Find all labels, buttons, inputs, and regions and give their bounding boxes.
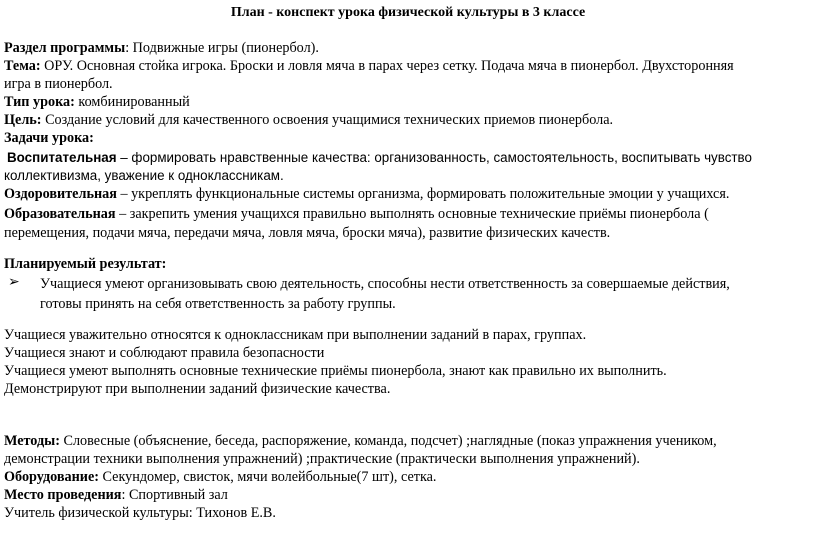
learning-line-1 [4,205,709,223]
section-line [4,39,319,57]
goal-line [4,111,613,129]
goal-label: Цель: [4,112,42,128]
lesson-type-line [4,93,190,111]
venue-line [4,486,228,504]
tasks-heading: Задачи урока: [4,130,94,146]
methods-label: Методы: [4,433,60,449]
educational-line-1 [7,149,752,167]
educational-text-1: – формировать нравственные качества: организованность, самостоятельность, воспитывать чувство [116,150,752,165]
health-label: Оздоровительная [4,186,117,202]
equipment-line [4,468,436,486]
results-bullet-line-2: готовы принять на себя ответственность за работу группы. [40,296,396,312]
results-heading: Планируемый результат: [4,256,167,272]
learning-label: Образовательная [4,206,116,222]
equipment-value: Секундомер, свисток, мячи волейбольные(7 шт), сетка. [98,469,437,485]
document-title: План - конспект урока физической культуры в 3 классе [230,5,586,20]
educational-label: Воспитательная [7,150,117,165]
section-value: : Подвижные игры (пионербол). [125,40,319,56]
topic-line-2: игра в пионербол. [4,76,113,92]
teacher-line: Учитель физической культуры: Тихонов Е.В. [4,505,276,521]
learning-line-2: перемещения, подачи мяча, передачи мяча, ловля мяча, броски мяча), развитие физических качеств. [4,225,611,241]
learning-text-1: – закрепить умения учащихся правильно выполнять основные технические приёмы пионербола ( [115,206,709,222]
health-value: – укреплять функциональные системы организма, формировать положительные эмоции у учащихся. [116,186,730,202]
venue-label: Место проведения [4,487,122,503]
result-item: Учащиеся знают и соблюдают правила безопасности [4,345,325,361]
result-item: Демонстрируют при выполнении заданий физические качества. [4,381,391,397]
section-label: Раздел программы [4,40,126,56]
venue-value: : Спортивный зал [121,487,228,503]
topic-label: Тема: [4,58,41,74]
bullet-arrow-icon: ➢ [8,275,20,290]
methods-line-2: демонстрации техники выполнения упражнений) ;практические (практически выполнения упражнений). [4,451,640,467]
results-bullet-line-1: Учащиеся умеют организовывать свою деятельность, способны нести ответственность за совершаемые действия, [40,276,730,292]
result-item: Учащиеся уважительно относятся к одноклассникам при выполнении заданий в парах, группах. [4,327,587,343]
goal-value: Создание условий для качественного освоения учащимися технических приемов пионербола. [41,112,614,128]
methods-line-1 [4,432,717,450]
lesson-type-label: Тип урока: [4,94,75,110]
topic-text-1: ОРУ. Основная стойка игрока. Броски и ловля мяча в парах через сетку. Подача мяча в пионербол. Двухсторонняя [40,58,734,74]
educational-line-2: коллективизма, уважение к одноклассникам. [4,168,284,183]
equipment-label: Оборудование: [4,469,99,485]
result-item: Учащиеся умеют выполнять основные технические приёмы пионербола, знают как правильно их выполнить. [4,363,667,379]
methods-text-1: Словесные (объяснение, беседа, распоряжение, команда, подсчет) ;наглядные (показ упражнения учеником, [59,433,717,449]
topic-line-1 [4,57,734,75]
health-line [4,185,729,203]
lesson-type-value: комбинированный [74,94,190,110]
